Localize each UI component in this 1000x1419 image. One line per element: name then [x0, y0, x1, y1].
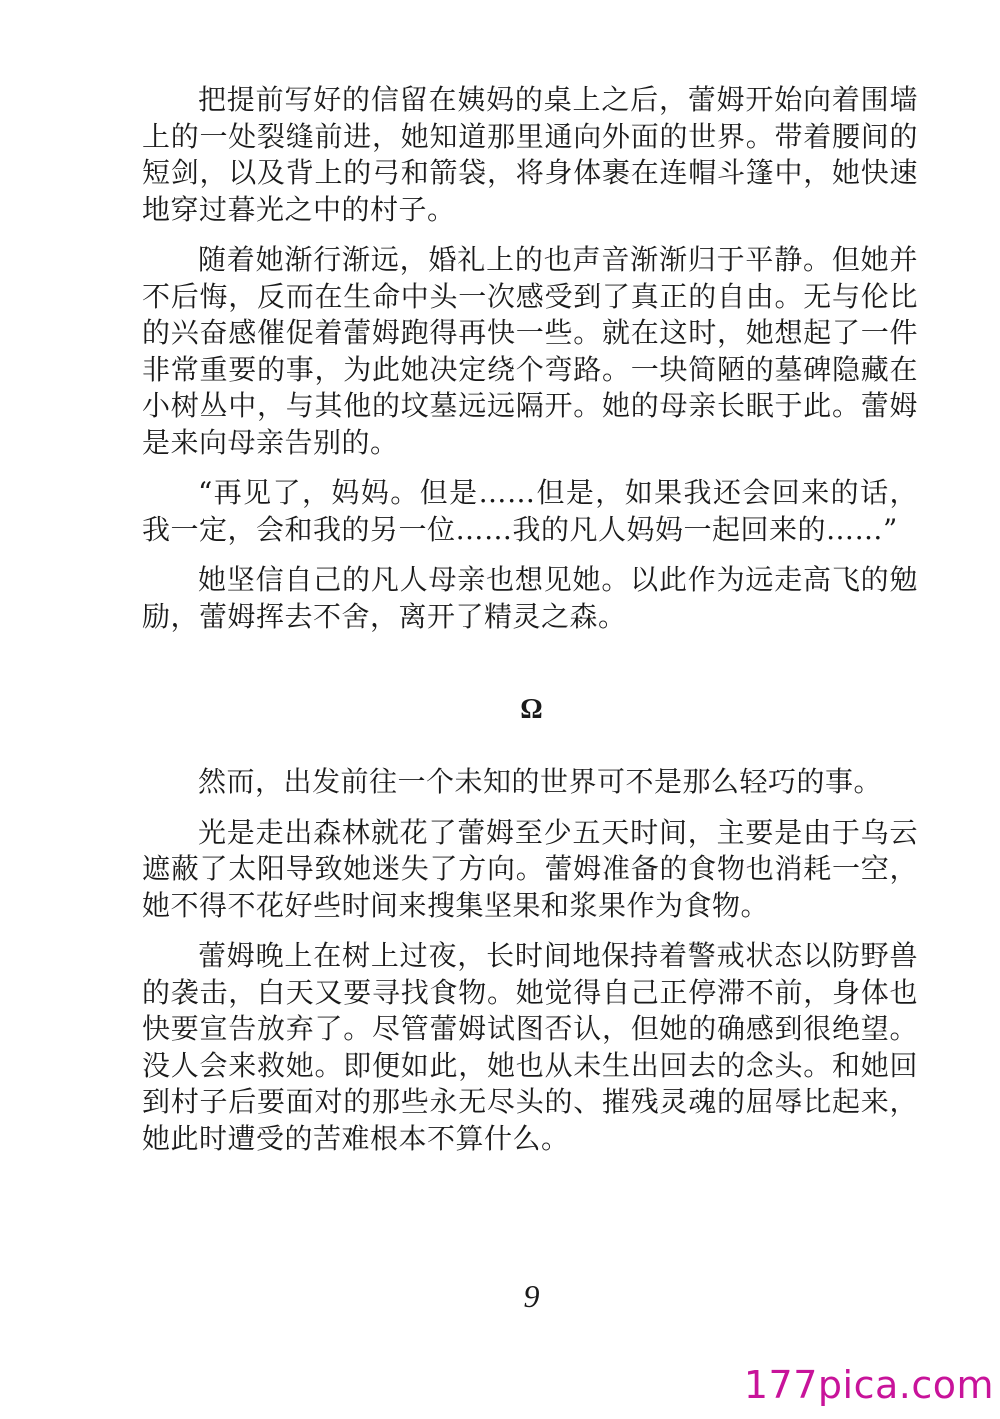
page-number: 9	[523, 1278, 540, 1314]
paragraph: 蕾姆晚上在树上过夜，长时间地保持着警戒状态以防野兽的袭击，白天又要寻找食物。她觉得自己正停滞不前，身体也快要宣告放弃了。尽管蕾姆试图否认，但她的确感到很绝望。没人会来救她。即便如此，她也从未生出回去的念头。和她回到村子后要面对的那些永无尽头的、摧残灵魂的屈辱比起来，她此时遭受的苦难根本不算什么。	[142, 939, 918, 1155]
paragraph: “再见了，妈妈。但是……但是，如果我还会回来的话，我一定，会和我的另一位……我的凡人妈妈一起回来的……”	[142, 476, 918, 546]
text-section-1	[142, 82, 918, 635]
text-section-2	[142, 764, 918, 1157]
paragraph: 把提前写好的信留在姨妈的桌上之后，蕾姆开始向着围墙上的一处裂缝前进，她知道那里通向外面的世界。带着腰间的短剑，以及背上的弓和箭袋，将身体裹在连帽斗篷中，她快速地穿过暮光之中的村子。	[142, 83, 918, 226]
paragraph: 然而，出发前往一个未知的世界可不是那么轻巧的事。	[198, 765, 883, 798]
paragraph: 随着她渐行渐远，婚礼上的也声音渐渐归于平静。但她并不后悔，反而在生命中头一次感受到了真正的自由。无与伦比的兴奋感催促着蕾姆跑得再快一些。就在这时，她想起了一件非常重要的事，为此她决定绕个弯路。一块简陋的墓碑隐藏在小树丛中，与其他的坟墓远远隔开。她的母亲长眠于此。蕾姆是来向母亲告别的。	[142, 243, 918, 459]
watermark: 177pica.com	[743, 1363, 994, 1407]
paragraph: 她坚信自己的凡人母亲也想见她。以此作为远走高飞的勉励，蕾姆挥去不舍，离开了精灵之森。	[142, 563, 918, 633]
section-break-mark: Ω	[520, 694, 543, 725]
paragraph: 光是走出森林就花了蕾姆至少五天时间，主要是由于乌云遮蔽了太阳导致她迷失了方向。蕾姆准备的食物也消耗一空，她不得不花好些时间来搜集坚果和浆果作为食物。	[142, 815, 918, 922]
